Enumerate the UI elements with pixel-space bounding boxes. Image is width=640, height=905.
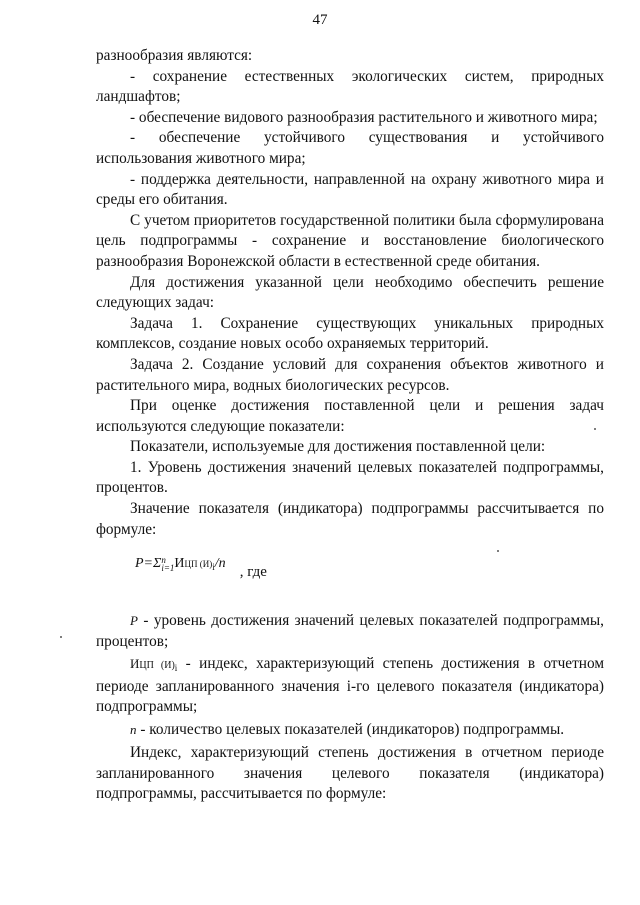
definition-p — [96, 611, 604, 652]
document-body — [96, 46, 604, 540]
paragraph: При оценке достижения поставленной цели и решения задач используются следующие показатели: — [96, 397, 604, 435]
definition-text: - индекс, характеризующий степень достижения в отчетном периоде запланированного значения i-го целевого показателя (индикатора) подпрограммы; — [96, 655, 605, 716]
definition-text: - количество целевых показателей (индикаторов) подпрограммы. — [136, 721, 565, 738]
paragraph: Значение показателя (индикатора) подпрограммы рассчитывается по формуле: — [96, 500, 604, 538]
paragraph: Для достижения указанной цели необходимо обеспечить решение следующих задач: — [96, 273, 604, 312]
formula-body: И — [174, 556, 185, 571]
page-number: 47 — [312, 12, 328, 28]
formula-sub: i=1 — [161, 562, 175, 573]
paragraph: Показатели, используемые для достижения поставленной цели: — [130, 438, 546, 456]
scan-speck — [60, 636, 62, 638]
definition-n — [96, 720, 604, 741]
formula-index: i — [212, 562, 215, 572]
definition-symbol-index: i — [174, 663, 178, 673]
scan-speck — [497, 550, 499, 552]
paragraph: разнообразия являются: — [96, 47, 253, 64]
scan-speck — [594, 428, 596, 430]
paragraph: Индекс, характеризующий степень достижения в отчетном периоде запланированного значения целевого показателя (индикатора) подпрограммы, рассчитывается по формуле: — [96, 744, 604, 803]
formula-lhs: P=Σ — [135, 556, 162, 571]
list-item: - сохранение естественных экологических систем, природных ландшафтов; — [96, 67, 604, 106]
definition-symbol: P — [130, 613, 138, 628]
paragraph: Задача 1. Сохранение существующих уникальных природных комплексов, создание новых особо охраняемых территорий. — [96, 314, 604, 353]
list-item: - обеспечение видового разнообразия растительного и животного мира; — [130, 108, 598, 126]
paragraph: Задача 2. Создание условий для сохранения объектов животного и растительного мира, водных биологических ресурсов. — [96, 355, 604, 394]
closing-paragraph — [96, 743, 604, 805]
formula-sup: n — [161, 554, 166, 565]
formula-div: /n — [214, 556, 226, 571]
formula-tail: , где — [239, 564, 267, 580]
formula — [135, 554, 267, 580]
definition-symbol: n — [130, 722, 137, 737]
formula-body-sub: ЦП (И) — [184, 559, 213, 569]
list-item: - обеспечение устойчивого существования и устойчивого использования животного мира; — [96, 129, 604, 167]
list-item: - поддержка деятельности, направленной на охрану животного мира и среды его обитания. — [96, 170, 604, 209]
definition-text: - уровень достижения значений целевых показателей подпрограммы, процентов; — [96, 612, 604, 650]
definition-symbol-sub: ЦП (И) — [139, 660, 175, 671]
paragraph: 1. Уровень достижения значений целевых показателей подпрограммы, процентов. — [96, 458, 604, 497]
paragraph: С учетом приоритетов государственной политики была сформулирована цель подпрограммы - сохранение и восстановление биологического разнообразия Воронежской области в естественной среде обитания. — [96, 211, 604, 270]
definition-index — [96, 654, 604, 718]
definition-symbol: И — [130, 656, 140, 671]
